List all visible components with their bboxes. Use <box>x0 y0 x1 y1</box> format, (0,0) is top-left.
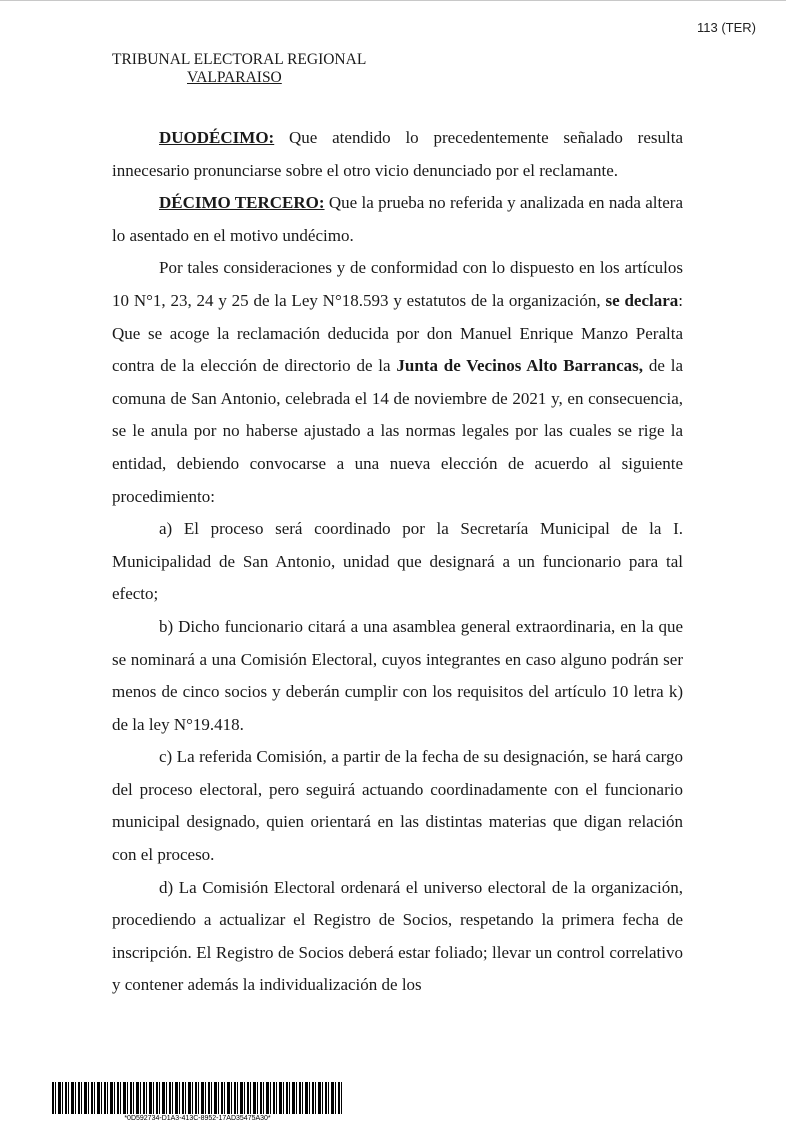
page-number: 113 (TER) <box>697 20 756 35</box>
text-duodecimo: Que atendido lo precedentemente señalado resulta innecesario pronunciarse sobre el otro vicio denunciado por el reclamante. <box>112 128 683 180</box>
paragraph-item-c: c) La referida Comisión, a partir de la fecha de su designación, se hará cargo del proceso electoral, pero seguirá actuando coordinadamente con el funcionario municipal designado, quien orientará en las distintas materias que digan relación con el proceso. <box>112 747 683 865</box>
text-decimo-tercero: Que la prueba no referida y analizada en nada altera lo asentado en el motivo undécimo. <box>112 193 683 245</box>
resolution-bold-junta: Junta de Vecinos Alto Barrancas, <box>396 356 644 376</box>
header-court-name: TRIBUNAL ELECTORAL REGIONAL <box>112 51 367 68</box>
paragraph-duodecimo <box>112 122 683 187</box>
barcode-text: *0D592734-D1A3-413C-8952-17AD35475A30* <box>124 1115 271 1122</box>
document-header <box>112 51 366 87</box>
resolution-bold-declara: se declara <box>605 290 679 310</box>
label-duodecimo: DUODÉCIMO: <box>159 128 275 147</box>
paragraph-item-b: b) Dicho funcionario citará a una asamblea general extraordinaria, en la que se nominará a una Comisión Electoral, cuyos integrantes en caso alguno podrán ser menos de cinco socios y deberán cumplir con los requisitos del artículo 10 letra k) de la ley N°19.418. <box>112 616 683 734</box>
label-decimo-tercero: DÉCIMO TERCERO: <box>159 193 325 213</box>
paragraph-resolution <box>112 252 683 513</box>
resolution-text-c: de la comuna de San Antonio, celebrada el 14 de noviembre de 2021 y, en consecuencia, se le anula por no haberse ajustado a las normas legales por las cuales se rige la entidad, debiendo convocarse a una nueva elección de acuerdo al siguiente procedimiento: <box>112 356 683 506</box>
top-border <box>0 0 786 1</box>
paragraph-item-d: d) La Comisión Electoral ordenará el universo electoral de la organización, procediendo a actualizar el Registro de Socios, respetando la primera fecha de inscripción. El Registro de Socios deberá estar foliado; llevar un control correlativo y contener además la individualización de los <box>112 877 683 995</box>
header-city: VALPARAISO <box>187 69 282 86</box>
paragraph-decimo-tercero <box>112 187 683 252</box>
barcode <box>52 1082 343 1114</box>
resolution-text-b: : Que se acoge la reclamación deducida por don Manuel Enrique Manzo Peralta contra de la elección de directorio de la <box>112 290 683 376</box>
resolution-text-a: Por tales consideraciones y de conformidad con lo dispuesto en los artículos 10 N°1, 23, 24 y 25 de la Ley N°18.593 y estatutos de la organización, <box>112 258 683 310</box>
document-body <box>112 122 683 1002</box>
paragraph-item-a: a) El proceso será coordinado por la Secretaría Municipal de la I. Municipalidad de San Antonio, unidad que designará a un funcionario para tal efecto; <box>112 519 683 604</box>
